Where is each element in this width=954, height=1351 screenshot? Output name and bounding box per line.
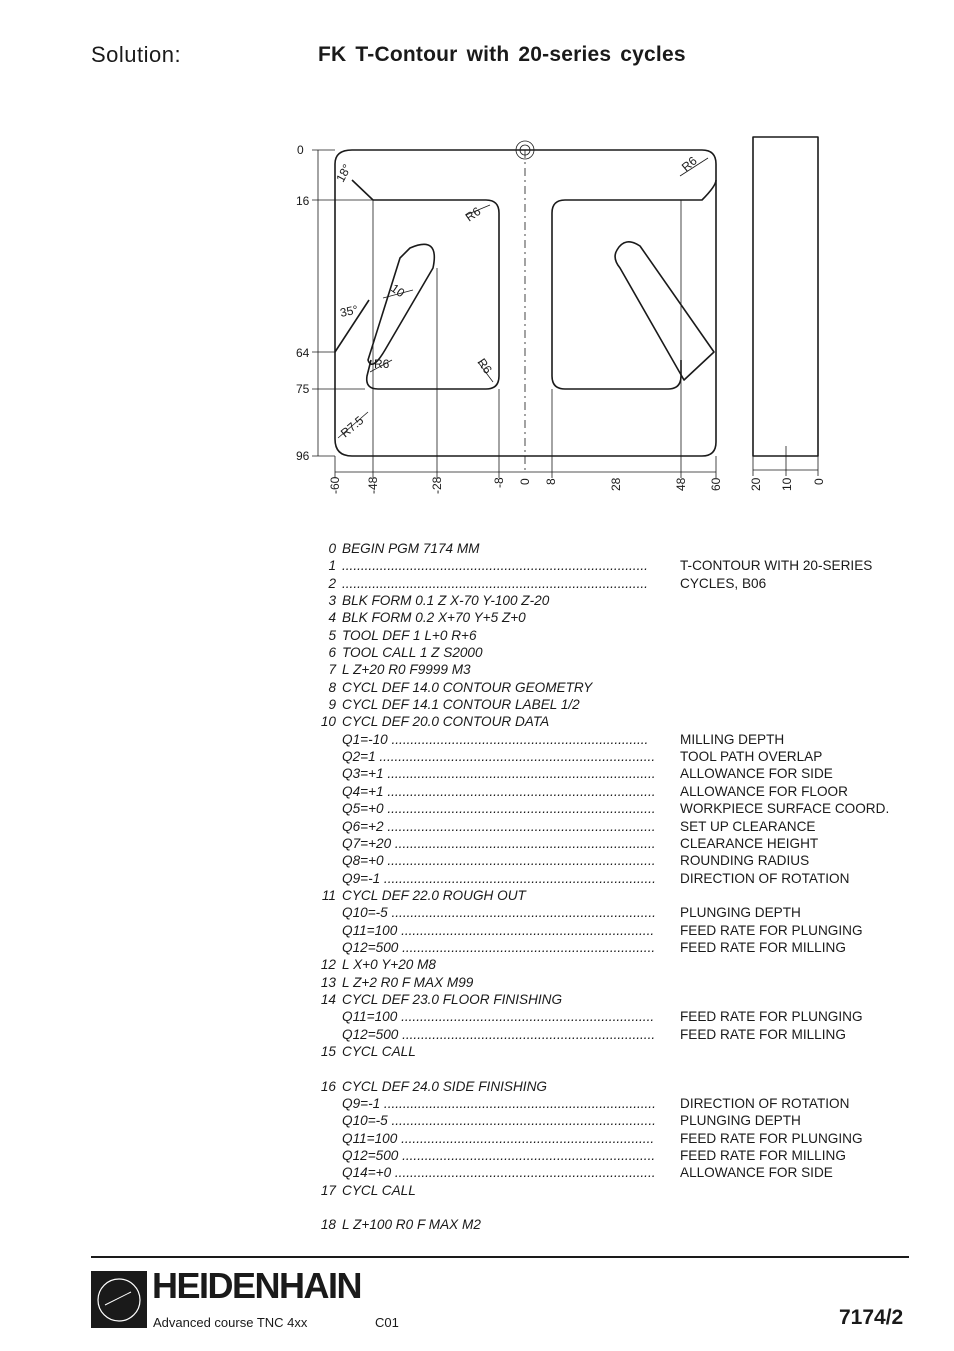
line-comment: [670, 627, 680, 644]
line-number: 6: [328, 645, 336, 661]
y-dim-64: 64: [296, 346, 310, 360]
line-code: CYCL CALL: [342, 1182, 416, 1198]
x-dim-48: 48: [674, 477, 688, 491]
x-dim-8: 8: [544, 478, 558, 485]
program-line: [310, 1008, 910, 1025]
x-dim-28: 28: [609, 477, 623, 491]
program-line: [310, 748, 910, 765]
program-line: [310, 922, 910, 939]
line-comment: ROUNDING RADIUS: [680, 853, 810, 869]
course-code: C01: [375, 1315, 399, 1330]
line-code: Q6=+2 .......................................................................: [342, 818, 656, 834]
program-line: [310, 609, 910, 626]
slot-width: 10: [388, 280, 408, 301]
program-line: [310, 956, 910, 973]
program-line: [310, 575, 910, 592]
line-code: Q12=500 ...................................................................: [342, 1026, 656, 1042]
side-dim-20: 20: [749, 477, 763, 491]
line-code: Q9=-1 ........................................................................: [342, 870, 656, 886]
line-number: 13: [320, 974, 336, 990]
line-code: Q11=100 ...................................................................: [342, 1009, 655, 1025]
line-comment: [670, 679, 680, 696]
program-line: [310, 991, 910, 1008]
line-number: 1: [328, 558, 336, 574]
line-comment: FEED RATE FOR PLUNGING: [680, 1009, 863, 1025]
line-comment: [670, 540, 680, 557]
brand-name: HEIDENHAIN: [152, 1265, 362, 1306]
line-number: [310, 1199, 342, 1216]
side-view: [753, 137, 818, 456]
line-comment: FEED RATE FOR MILLING: [680, 1148, 846, 1164]
line-number: [310, 939, 342, 956]
line-code: Q10=-5 ......................................................................: [342, 1113, 656, 1129]
line-code: Q14=+0 .....................................................................: [342, 1165, 656, 1181]
program-line: [310, 939, 910, 956]
line-comment: T-CONTOUR WITH 20-SERIES: [680, 558, 873, 574]
line-code: BEGIN PGM 7174 MM: [342, 541, 480, 556]
line-comment: FEED RATE FOR MILLING: [680, 1026, 846, 1042]
line-code: L Z+20 R0 F9999 M3: [342, 662, 471, 678]
y-dim-96: 96: [296, 449, 310, 463]
line-code: CYCL DEF 14.0 CONTOUR GEOMETRY: [342, 679, 593, 695]
line-code: Q1=-10 ....................................................................: [342, 731, 649, 747]
line-comment: [670, 644, 680, 661]
line-number: 4: [328, 610, 336, 626]
program-line: [310, 974, 910, 991]
program-line: [310, 661, 910, 678]
line-code: [342, 1060, 670, 1077]
line-number: [310, 1095, 342, 1112]
line-code: TOOL DEF 1 L+0 R+6: [342, 627, 477, 643]
line-number: 15: [320, 1043, 336, 1059]
x-dim-0: 0: [518, 478, 532, 485]
line-number: [310, 783, 342, 800]
line-number: 7: [328, 662, 336, 678]
left-slot: [368, 244, 434, 364]
line-code: Q9=-1 ........................................................................: [342, 1096, 656, 1111]
line-comment: ALLOWANCE FOR FLOOR: [680, 783, 848, 799]
line-number: [310, 765, 342, 782]
line-number: 2: [328, 575, 336, 591]
line-code: .................................................................................: [342, 558, 648, 574]
line-code: Q8=+0 .......................................................................: [342, 853, 656, 869]
line-comment: [670, 1182, 680, 1199]
program-line: [310, 783, 910, 800]
program-line: [310, 765, 910, 782]
line-code: CYCL DEF 20.0 CONTOUR DATA: [342, 714, 550, 730]
program-line: [310, 1216, 910, 1233]
line-number: 3: [328, 593, 336, 609]
program-line: [310, 1112, 910, 1129]
line-code: Q10=-5 ......................................................................: [342, 905, 656, 921]
line-number: [310, 1147, 342, 1164]
program-line: [310, 1130, 910, 1147]
program-line: [310, 887, 910, 904]
workpiece-outline: [335, 150, 716, 456]
program-line: [310, 627, 910, 644]
line-comment: ALLOWANCE FOR SIDE: [680, 766, 833, 782]
line-number: [310, 818, 342, 835]
angle-35: 35°: [338, 302, 360, 320]
line-number: [310, 731, 342, 748]
line-comment: MILLING DEPTH: [680, 731, 785, 747]
program-line: [310, 870, 910, 887]
heidenhain-logo: [91, 1271, 147, 1328]
y-dim-0: 0: [297, 143, 304, 157]
line-code: Q11=100 ...................................................................: [342, 1130, 655, 1146]
line-code: BLK FORM 0.2 X+70 Y+5 Z+0: [342, 610, 526, 626]
line-code: L Z+2 R0 F MAX M99: [342, 974, 474, 990]
line-number: [310, 1060, 342, 1077]
line-comment: [670, 1060, 680, 1077]
program-line: [310, 1078, 910, 1095]
program-line: [310, 540, 910, 557]
line-comment: FEED RATE FOR PLUNGING: [680, 922, 863, 938]
line-code: Q7=+20 .....................................................................: [342, 835, 656, 851]
program-line: [310, 696, 910, 713]
line-number: [310, 835, 342, 852]
radius-r6-top-right: R6: [678, 153, 700, 175]
line-comment: [670, 991, 680, 1008]
line-number: 10: [320, 714, 336, 730]
line-number: 18: [320, 1217, 336, 1233]
program-line: [310, 644, 910, 661]
line-code: CYCL CALL: [342, 1043, 416, 1059]
line-number: 9: [328, 697, 336, 713]
line-number: 12: [320, 957, 336, 973]
line-comment: [670, 661, 680, 678]
y-dim-75: 75: [296, 382, 310, 396]
program-line: [310, 1147, 910, 1164]
line-comment: [670, 887, 680, 904]
page-title: FK T-Contour with 20-series cycles: [318, 43, 686, 66]
side-dim-10: 10: [780, 477, 794, 491]
program-line: [310, 1026, 910, 1043]
program-line: [310, 835, 910, 852]
radius-r7-5: R7.5: [337, 413, 367, 441]
line-code: [342, 1199, 670, 1216]
program-line: [310, 1060, 910, 1077]
technical-drawing: [0, 0, 954, 520]
line-code: Q11=100 ...................................................................: [342, 922, 655, 938]
page-number: 7174/2: [839, 1306, 904, 1329]
program-line: [310, 679, 910, 696]
line-number: 17: [320, 1182, 336, 1198]
angle-18: 18°: [333, 161, 355, 185]
program-line: [310, 713, 910, 730]
line-code: BLK FORM 0.1 Z X-70 Y-100 Z-20: [342, 593, 550, 609]
x-dim-neg60: -60: [328, 476, 342, 494]
line-number: [310, 1008, 342, 1025]
line-comment: CLEARANCE HEIGHT: [680, 835, 819, 851]
line-comment: FEED RATE FOR MILLING: [680, 939, 846, 955]
program-line: [310, 1095, 910, 1112]
line-comment: DIRECTION OF ROTATION: [680, 870, 850, 886]
line-comment: [670, 1078, 680, 1095]
line-code: .................................................................................: [342, 575, 648, 591]
solution-label: Solution:: [91, 42, 182, 67]
x-dim-60: 60: [709, 477, 723, 491]
program-line: [310, 1182, 910, 1199]
y-dim-16: 16: [296, 194, 310, 208]
radius-r6-slot: R6: [374, 357, 390, 371]
line-number: 16: [320, 1078, 336, 1094]
x-dim-neg8: -8: [492, 477, 506, 488]
line-comment: [670, 592, 680, 609]
program-line: [310, 731, 910, 748]
program-line: [310, 852, 910, 869]
line-code: Q12=500 ...................................................................: [342, 939, 656, 955]
nc-program: [310, 540, 910, 1234]
course-name: Advanced course TNC 4xx: [153, 1315, 308, 1330]
line-code: CYCL DEF 22.0 ROUGH OUT: [342, 887, 526, 903]
side-dim-0: 0: [812, 478, 826, 485]
right-pocket: [552, 180, 716, 389]
line-number: [310, 1112, 342, 1129]
line-comment: [670, 609, 680, 626]
line-comment: [670, 1199, 680, 1216]
line-number: [310, 1164, 342, 1181]
line-number: [310, 800, 342, 817]
program-line: [310, 818, 910, 835]
program-line: [310, 1164, 910, 1181]
program-line: [310, 904, 910, 921]
program-line: [310, 1043, 910, 1060]
line-number: [310, 922, 342, 939]
line-number: [310, 1130, 342, 1147]
line-number: 0: [328, 541, 336, 556]
line-comment: [670, 974, 680, 991]
line-code: TOOL CALL 1 Z S2000: [342, 645, 483, 661]
line-number: 5: [328, 627, 336, 643]
line-comment: CYCLES, B06: [680, 575, 767, 591]
line-number: [310, 904, 342, 921]
line-number: [310, 748, 342, 765]
line-comment: [670, 1043, 680, 1060]
right-slot: [615, 242, 714, 380]
line-comment: DIRECTION OF ROTATION: [680, 1096, 850, 1111]
line-comment: [670, 713, 680, 730]
program-line: [310, 557, 910, 574]
radius-r6-pocket: R6: [462, 204, 484, 225]
program-line: [310, 592, 910, 609]
line-code: L Z+100 R0 F MAX M2: [342, 1217, 481, 1233]
x-dim-neg28: -28: [430, 476, 444, 494]
line-code: Q3=+1 .......................................................................: [342, 766, 656, 782]
x-dim-neg48: -48: [366, 476, 380, 494]
line-comment: PLUNGING DEPTH: [680, 1113, 801, 1129]
line-number: [310, 1026, 342, 1043]
line-comment: WORKPIECE SURFACE COORD.: [680, 801, 890, 817]
line-number: 11: [321, 887, 336, 903]
line-comment: [670, 696, 680, 713]
line-code: Q2=1 .........................................................................: [342, 749, 656, 765]
radius-r6-pocket-bottom: R6: [474, 355, 495, 377]
line-comment: SET UP CLEARANCE: [680, 818, 816, 834]
line-comment: PLUNGING DEPTH: [680, 905, 801, 921]
line-code: Q12=500 ...................................................................: [342, 1148, 656, 1164]
line-code: CYCL DEF 23.0 FLOOR FINISHING: [342, 991, 563, 1007]
line-comment: ALLOWANCE FOR SIDE: [680, 1165, 833, 1181]
footer-divider: [91, 1256, 909, 1258]
line-code: Q5=+0 .......................................................................: [342, 801, 656, 817]
line-number: 14: [320, 991, 336, 1007]
line-comment: FEED RATE FOR PLUNGING: [680, 1130, 863, 1146]
line-code: CYCL DEF 24.0 SIDE FINISHING: [342, 1078, 547, 1094]
program-line: [310, 1199, 910, 1216]
program-line: [310, 800, 910, 817]
line-number: [310, 870, 342, 887]
line-number: 8: [328, 679, 336, 695]
line-number: [310, 852, 342, 869]
line-code: Q4=+1 .......................................................................: [342, 783, 656, 799]
line-comment: [670, 1216, 680, 1233]
line-comment: [670, 956, 680, 973]
line-code: L X+0 Y+20 M8: [342, 957, 436, 973]
line-code: CYCL DEF 14.1 CONTOUR LABEL 1/2: [342, 697, 580, 713]
line-comment: TOOL PATH OVERLAP: [680, 749, 823, 765]
